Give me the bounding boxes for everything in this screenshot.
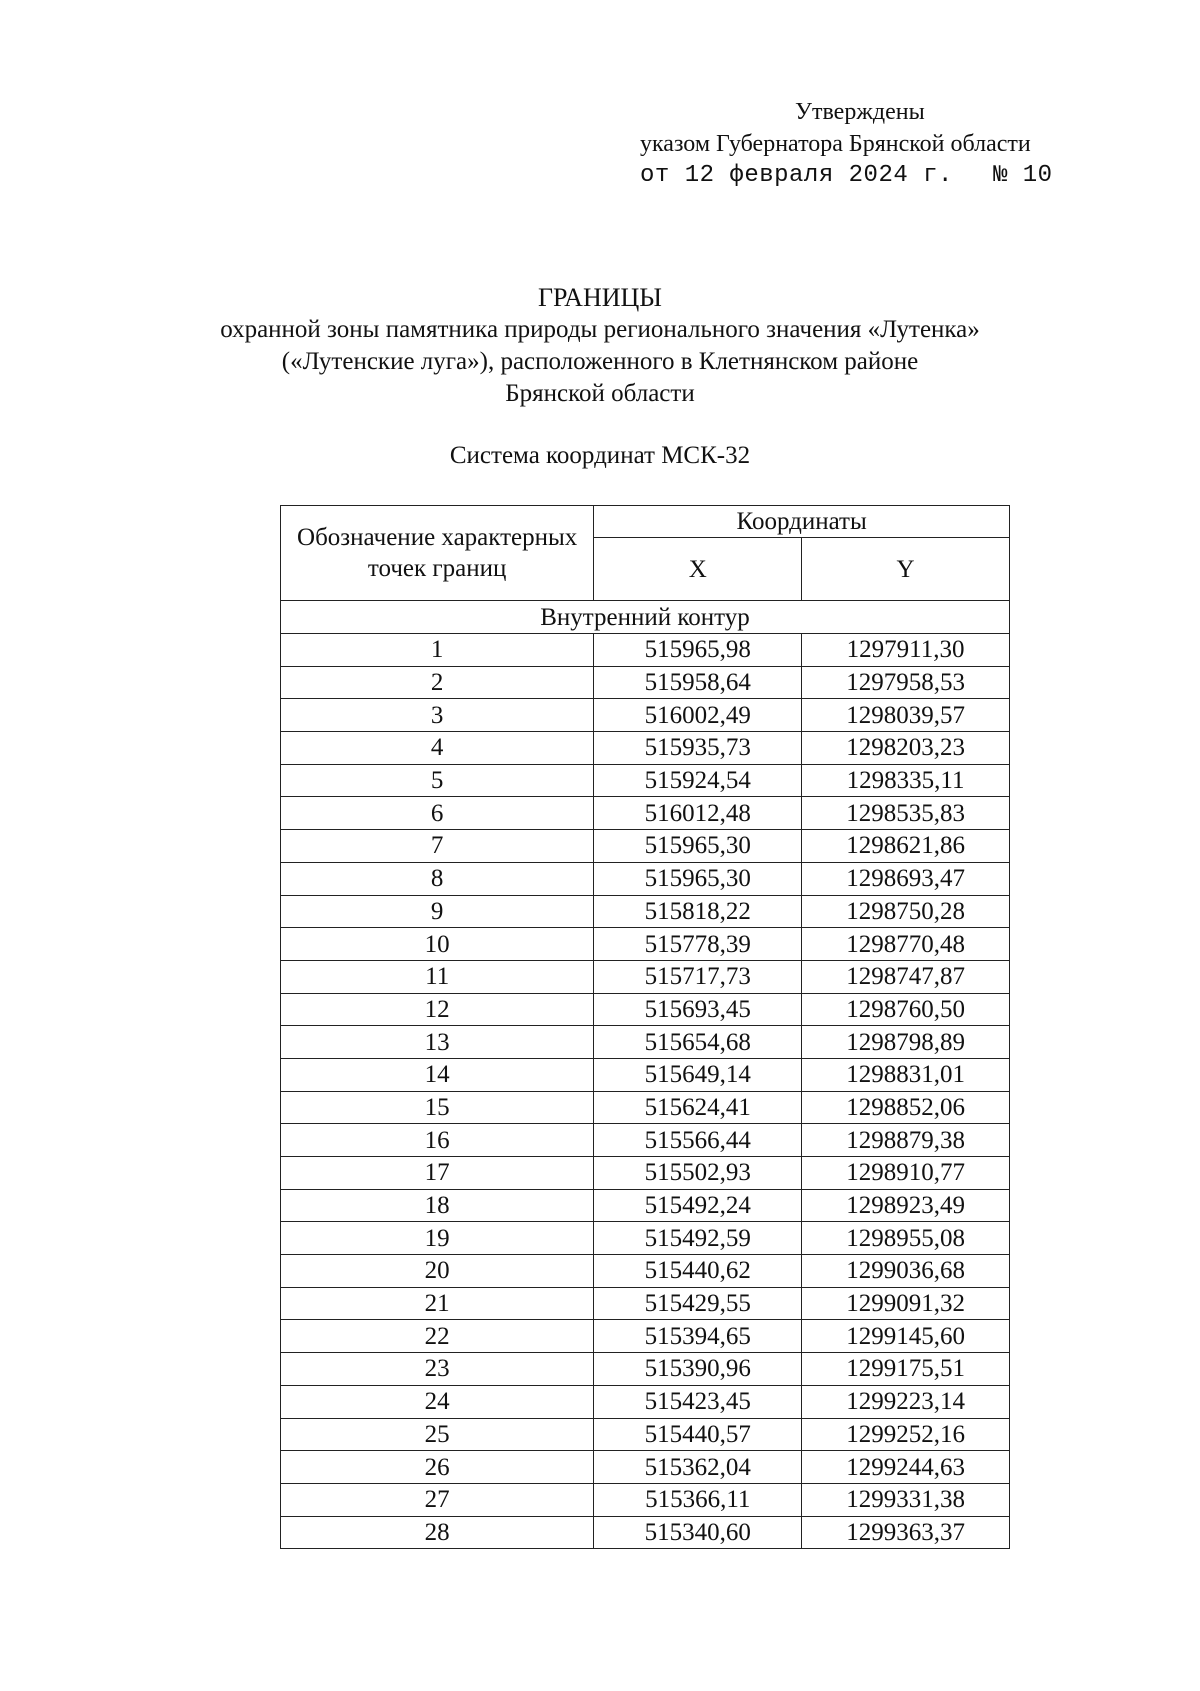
table-row [281,732,1010,765]
table-body [281,601,1010,1549]
y-coordinate: 1299223,14 [802,1385,1010,1418]
point-number: 19 [281,1222,594,1255]
y-coordinate: 1298955,08 [802,1222,1010,1255]
y-coordinate: 1298335,11 [802,764,1010,797]
point-number: 7 [281,830,594,863]
y-coordinate: 1299145,60 [802,1320,1010,1353]
x-coordinate: 515394,65 [594,1320,802,1353]
x-coordinate: 515654,68 [594,1026,802,1059]
point-number: 16 [281,1124,594,1157]
table-row [281,1385,1010,1418]
y-coordinate: 1298535,83 [802,797,1010,830]
y-coordinate: 1298770,48 [802,928,1010,961]
y-coordinate: 1298923,49 [802,1189,1010,1222]
x-coordinate: 515965,30 [594,830,802,863]
x-coordinate: 515440,57 [594,1418,802,1451]
point-number: 10 [281,928,594,961]
table-row [281,1418,1010,1451]
point-number: 2 [281,666,594,699]
y-coordinate: 1298852,06 [802,1091,1010,1124]
table-row [281,1353,1010,1386]
x-coordinate: 515340,60 [594,1516,802,1549]
point-number: 13 [281,1026,594,1059]
x-coordinate: 515566,44 [594,1124,802,1157]
table-row [281,797,1010,830]
table-row [281,830,1010,863]
x-coordinate: 515502,93 [594,1157,802,1190]
approval-block [640,96,1160,192]
point-number: 20 [281,1255,594,1288]
point-number: 1 [281,634,594,667]
y-coordinate: 1297911,30 [802,634,1010,667]
section-row [281,601,1010,634]
point-number: 5 [281,764,594,797]
point-number: 28 [281,1516,594,1549]
point-number: 26 [281,1451,594,1484]
heading-line-3: («Лутенские луга»), расположенного в Клетнянском районе [281,348,919,375]
point-number: 9 [281,895,594,928]
table-header-row [281,506,1010,538]
table-row [281,993,1010,1026]
y-coordinate: 1298203,23 [802,732,1010,765]
coordinates-table [280,505,1010,1549]
table-row [281,862,1010,895]
x-coordinate: 515362,04 [594,1451,802,1484]
y-coordinate: 1298693,47 [802,862,1010,895]
table-row [281,1157,1010,1190]
x-coordinate: 515390,96 [594,1353,802,1386]
x-coordinate: 515717,73 [594,960,802,993]
heading-line-2: охранной зоны памятника природы регионального значения «Лутенка» [220,316,980,343]
y-coordinate: 1299036,68 [802,1255,1010,1288]
table-row [281,1091,1010,1124]
document-title: ГРАНИЦЫ [538,283,662,312]
table-row [281,634,1010,667]
y-coordinate: 1298760,50 [802,993,1010,1026]
point-number: 18 [281,1189,594,1222]
x-coordinate: 516012,48 [594,797,802,830]
approval-date-line [640,160,1160,192]
point-number: 27 [281,1483,594,1516]
x-coordinate: 515693,45 [594,993,802,1026]
y-coordinate: 1299252,16 [802,1418,1010,1451]
y-coordinate: 1299331,38 [802,1483,1010,1516]
x-coordinate: 515649,14 [594,1058,802,1091]
point-number: 14 [281,1058,594,1091]
x-coordinate: 515440,62 [594,1255,802,1288]
x-coordinate: 515423,45 [594,1385,802,1418]
x-coordinate: 515924,54 [594,764,802,797]
table-row [281,895,1010,928]
section-label: Внутренний контур [281,601,1010,634]
point-number: 12 [281,993,594,1026]
point-number: 3 [281,699,594,732]
header-x: X [594,538,802,601]
y-coordinate: 1299091,32 [802,1287,1010,1320]
header-points: Обозначение характерных точек границ [281,506,594,601]
y-coordinate: 1298039,57 [802,699,1010,732]
point-number: 4 [281,732,594,765]
table-row [281,1287,1010,1320]
y-coordinate: 1297958,53 [802,666,1010,699]
point-number: 8 [281,862,594,895]
table-row [281,699,1010,732]
y-coordinate: 1298621,86 [802,830,1010,863]
table-row [281,1189,1010,1222]
x-coordinate: 515818,22 [594,895,802,928]
x-coordinate: 515429,55 [594,1287,802,1320]
approval-number: № 10 [992,162,1053,189]
table-row [281,960,1010,993]
x-coordinate: 515366,11 [594,1483,802,1516]
point-number: 24 [281,1385,594,1418]
table-row [281,928,1010,961]
y-coordinate: 1298750,28 [802,895,1010,928]
approval-title: Утверждены [795,99,925,125]
table-row [281,1320,1010,1353]
x-coordinate: 515492,24 [594,1189,802,1222]
y-coordinate: 1298798,89 [802,1026,1010,1059]
y-coordinate: 1299244,63 [802,1451,1010,1484]
table-row [281,1124,1010,1157]
document-heading [0,282,1200,410]
x-coordinate: 515624,41 [594,1091,802,1124]
x-coordinate: 515958,64 [594,666,802,699]
x-coordinate: 515935,73 [594,732,802,765]
header-y: Y [802,538,1010,601]
table-row [281,1255,1010,1288]
y-coordinate: 1299363,37 [802,1516,1010,1549]
x-coordinate: 515965,30 [594,862,802,895]
approval-date: от 12 февраля 2024 г. [640,162,953,189]
header-coordinates: Координаты [594,506,1010,538]
approval-authority: указом Губернатора Брянской области [640,131,1031,157]
point-number: 25 [281,1418,594,1451]
point-number: 22 [281,1320,594,1353]
y-coordinate: 1298910,77 [802,1157,1010,1190]
point-number: 11 [281,960,594,993]
point-number: 23 [281,1353,594,1386]
x-coordinate: 515492,59 [594,1222,802,1255]
x-coordinate: 516002,49 [594,699,802,732]
point-number: 17 [281,1157,594,1190]
table-row [281,1026,1010,1059]
x-coordinate: 515778,39 [594,928,802,961]
point-number: 15 [281,1091,594,1124]
x-coordinate: 515965,98 [594,634,802,667]
table-row [281,1058,1010,1091]
y-coordinate: 1299175,51 [802,1353,1010,1386]
table-row [281,764,1010,797]
point-number: 21 [281,1287,594,1320]
table-row [281,1483,1010,1516]
table-row [281,1222,1010,1255]
table-row [281,1516,1010,1549]
y-coordinate: 1298747,87 [802,960,1010,993]
table-row [281,1451,1010,1484]
heading-line-4: Брянской области [505,380,695,407]
table-row [281,666,1010,699]
coordinate-system-label: Система координат МСК-32 [449,442,751,469]
y-coordinate: 1298831,01 [802,1058,1010,1091]
point-number: 6 [281,797,594,830]
y-coordinate: 1298879,38 [802,1124,1010,1157]
